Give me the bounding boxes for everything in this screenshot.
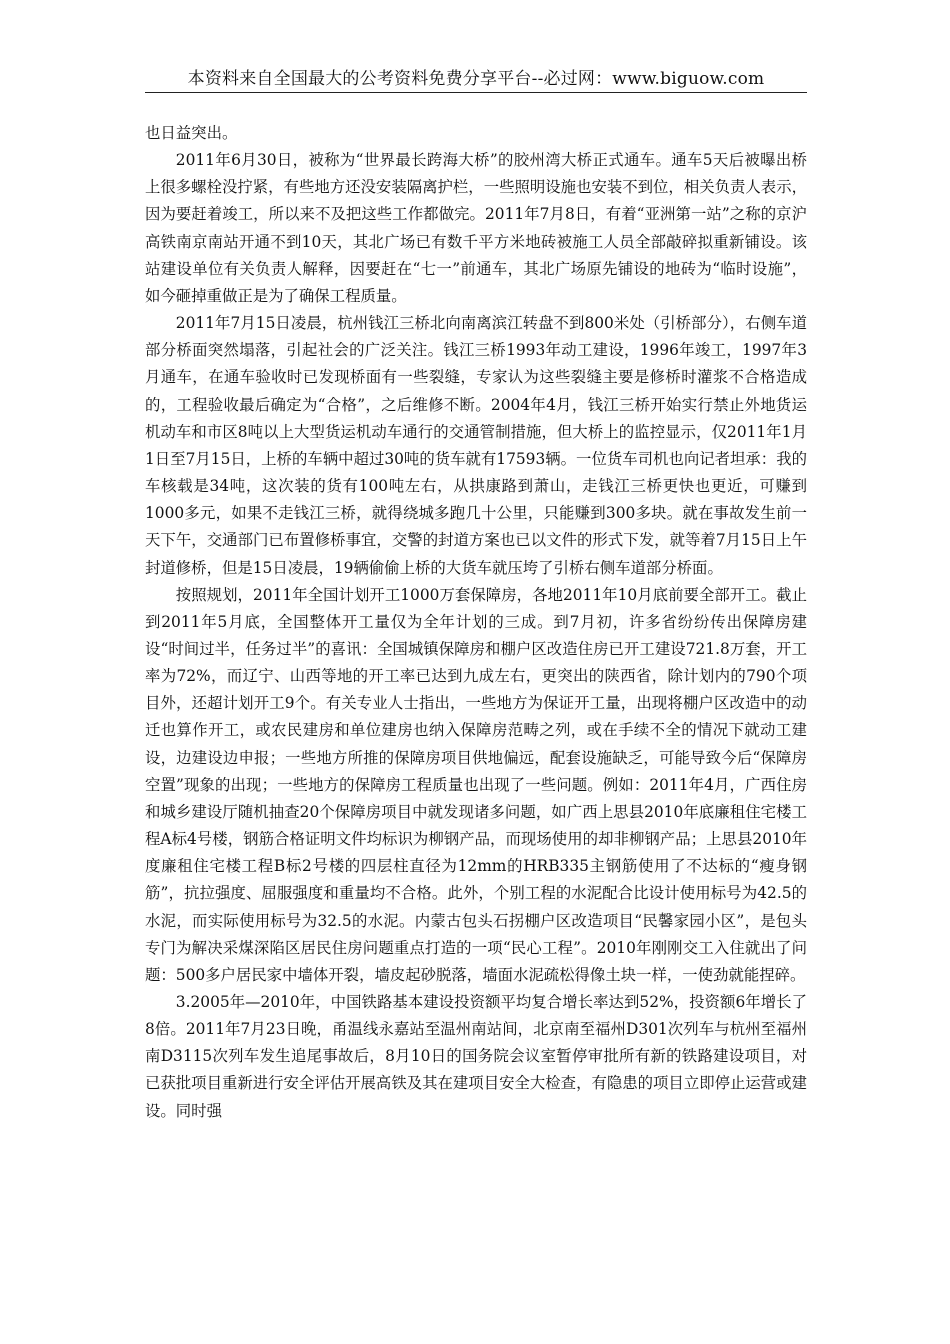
paragraph-qianjiang-bridge: 2011年7月15日凌晨，杭州钱江三桥北向南离滨江转盘不到800米处（引桥部分），右侧车道部分桥面突然塌落，引起社会的广泛关注。钱江三桥1993年动工建设，1996年竣工，1997年3月通车，在通车验收时已发现桥面有一些裂缝，专家认为这些裂缝主要是修桥时灌浆不合格造成的，工程验收最后确定为“合格”，之后维修不断。2004年4月，钱江三桥开始实行禁止外地货运机动车和市区8吨以上大型货运机动车通行的交通管制措施，但大桥上的监控显示，仅2011年1月1日至7月15日，上桥的车辆中超过30吨的货车就有17593辆。一位货车司机也向记者坦承：我的车核载是34吨，这次装的货有100吨左右，从拱康路到萧山，走钱江三桥更快也更近，可赚到1000多元，如果不走钱江三桥，就得绕城多跑几十公里，只能赚到300多块。就在事故发生前一天下午，交通部门已布置修桥事宜，交警的封道方案也已以文件的形式下发，就等着7月15日上午封道修桥，但是15日凌晨，19辆偷偷上桥的大货车就压垮了引桥右侧车道部分桥面。	[145, 314, 807, 577]
paragraph-jiaozhou-bay-bridge: 2011年6月30日，被称为“世界最长跨海大桥”的胶州湾大桥正式通车。通车5天后被曝出桥上很多螺栓没拧紧，有些地方还没安装隔离护栏，一些照明设施也安装不到位，相关负责人表示，因为要赶着竣工，所以来不及把这些工作都做完。2011年7月8日，有着“亚洲第一站”之称的京沪高铁南京南站开通不到10天，其北广场已有数千平方米地砖被施工人员全部敲碎拟重新铺设。该站建设单位有关负责人解释，因要赶在“七一”前通车，其北广场原先铺设的地砖为“临时设施”，如今砸掉重做正是为了确保工程质量。	[145, 151, 807, 305]
paragraph-continuation: 也日益突出。	[145, 124, 238, 142]
page-header: 本资料来自全国最大的公考资料免费分享平台--必过网：www.biguow.com	[145, 66, 807, 93]
document-body	[145, 120, 807, 1125]
paragraph-affordable-housing: 按照规划，2011年全国计划开工1000万套保障房，各地2011年10月底前要全部开工。截止到2011年5月底，全国整体开工量仅为全年计划的三成。到7月初，许多省纷纷传出保障房建设“时间过半，任务过半”的喜讯：全国城镇保障房和棚户区改造住房已开工建设721.8万套，开工率为72%，而辽宁、山西等地的开工率已达到九成左右，更突出的陕西省，除计划内的790个项目外，还超计划开工9个。有关专业人士指出，一些地方为保证开工量，出现将棚户区改造中的动迁也算作开工，或农民建房和单位建房也纳入保障房范畴之列，或在手续不全的情况下就动工建设，边建设边申报；一些地方所推的保障房项目供地偏远，配套设施缺乏，可能导致今后“保障房空置”现象的出现；一些地方的保障房工程质量也出现了一些问题。例如：2011年4月，广西住房和城乡建设厅随机抽查20个保障房项目中就发现诸多问题，如广西上思县2010年底廉租住宅楼工程A标4号楼，钢筋合格证明文件均标识为柳钢产品，而现场使用的却非柳钢产品；上思县2010年度廉租住宅楼工程B标2号楼的四层柱直径为12mm的HRB335主钢筋使用了不达标的“瘦身钢筋”，抗拉强度、屈服强度和重量均不合格。此外，个别工程的水泥配合比设计使用标号为42.5的水泥，而实际使用标号为32.5的水泥。内蒙古包头石拐棚户区改造项目“民馨家园小区”，是包头专门为解决采煤深陷区居民住房问题重点打造的一项“民心工程”。2010年刚刚交工入住就出了问题：500多户居民家中墙体开裂，墙皮起砂脱落，墙面水泥疏松得像土块一样，一使劲就能捏碎。	[145, 585, 807, 984]
paragraph-railway-investment: 3.2005年—2010年，中国铁路基本建设投资额平均复合增长率达到52%，投资额6年增长了8倍。2011年7月23日晚，甬温线永嘉站至温州南站间，北京南至福州D301次列车与杭州至福州南D3115次列车发生追尾事故后，8月10日的国务院会议室暂停审批所有新的铁路建设项目，对已获批项目重新进行安全评估开展高铁及其在建项目安全大检查，有隐患的项目立即停止运营或建设。同时强	[145, 993, 807, 1120]
